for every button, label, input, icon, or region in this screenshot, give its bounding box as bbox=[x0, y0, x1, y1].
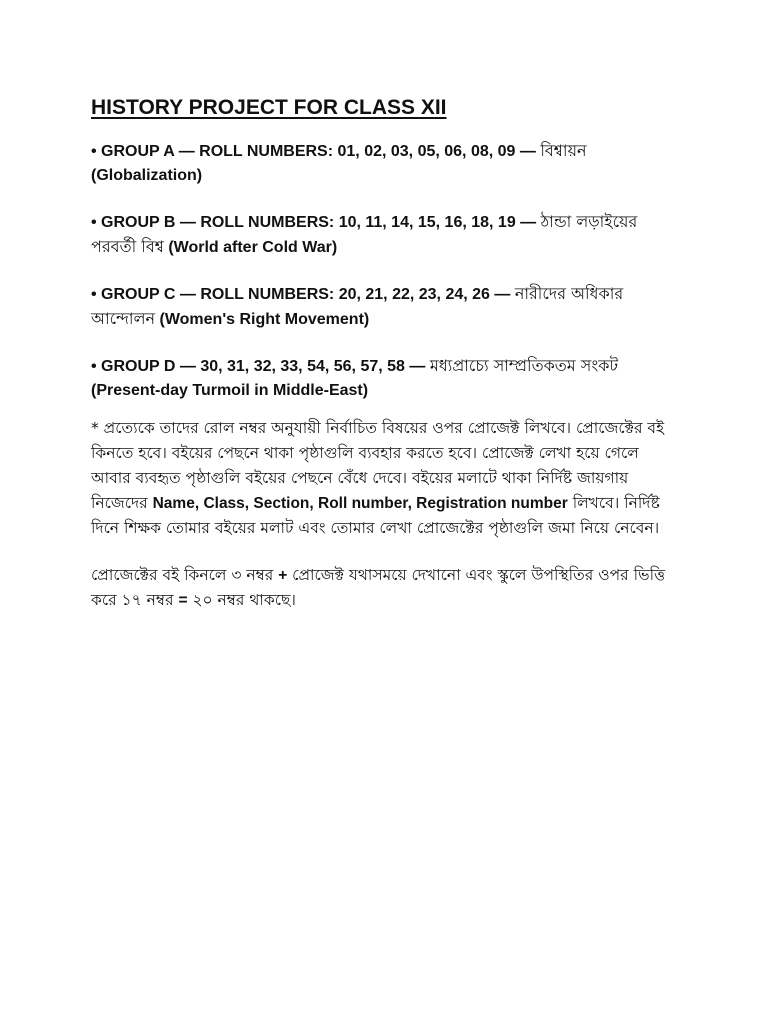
instructions-text-part1: * প্রত্যেকে তাদের রোল নম্বর অনুযায়ী নির্বাচিত বিষয়ের ওপর প্রোজেক্ট লিখবে। প্রোজেক্টের বই কিনতে হবে। বইয়ের পেছনে থাকা পৃষ্ঠাগুলি ব্যবহার করতে হবে। প্রোজেক্ট লেখা হয়ে গেলে আবার ব্যবহৃত পৃষ্ঠাগুলি বইয়ের পেছনে বেঁধে দেবে। বইয়ের মলাটে থাকা নির্দিষ্ট জায়গায় নিজেদের bbox=[91, 419, 665, 512]
instructions-text-part2: লিখবে। নির্দিষ্ট দিনে শিক্ষক তোমার বইয়ের মলাট এবং তোমার লেখা প্রোজেক্টের পৃষ্ঠাগুলি জমা নিয়ে নেবেন। bbox=[91, 494, 660, 537]
group-c-topic-bn: নারীদের অধিকার আন্দোলন bbox=[91, 284, 624, 328]
group-a-topic-bn: বিশ্বায়ন bbox=[540, 141, 587, 160]
marks-plus-sign: + bbox=[278, 567, 288, 584]
group-d-label: • GROUP D — 30, 31, 32, 33, 54, 56, 57, 58 — bbox=[91, 358, 430, 375]
group-d-topic-en: (Present-day Turmoil in Middle-East) bbox=[91, 382, 369, 399]
group-c-item bbox=[91, 282, 681, 332]
marks-paragraph bbox=[91, 563, 681, 613]
group-b-label: • GROUP B — ROLL NUMBERS: 10, 11, 14, 15, 16, 18, 19 — bbox=[91, 214, 541, 231]
instructions-paragraph bbox=[91, 416, 681, 541]
group-a-item bbox=[91, 139, 681, 188]
group-b-topic-en: (World after Cold War) bbox=[168, 239, 338, 256]
marks-text-part2: প্রোজেক্ট যথাসময়ে দেখানো এবং স্কুলে উপস্থিতির ওপর ভিত্তি করে ১৭ নম্বর bbox=[91, 566, 666, 609]
marks-equals-sign: = bbox=[178, 592, 188, 609]
group-c-label: • GROUP C — ROLL NUMBERS: 20, 21, 22, 23, 24, 26 — bbox=[91, 286, 515, 303]
group-c-topic-en: (Women's Right Movement) bbox=[159, 311, 370, 328]
group-a-label: • GROUP A — ROLL NUMBERS: 01, 02, 03, 05, 06, 08, 09 — bbox=[91, 143, 541, 160]
document-content bbox=[91, 94, 681, 613]
marks-text-part3: ২০ নম্বর থাকছে। bbox=[187, 591, 296, 609]
group-b-topic-bn: ঠান্ডা লড়াইয়ের পরবর্তী বিশ্ব bbox=[91, 212, 638, 256]
group-d-item bbox=[91, 354, 681, 403]
marks-text-part1: প্রোজেক্টের বই কিনলে ৩ নম্বর bbox=[91, 566, 279, 584]
group-b-item bbox=[91, 210, 681, 260]
instructions-required-fields: Name, Class, Section, Roll number, Registration number bbox=[152, 495, 568, 512]
document-title: HISTORY PROJECT FOR CLASS XII bbox=[91, 96, 447, 119]
group-a-topic-en: (Globalization) bbox=[91, 167, 203, 184]
group-d-topic-bn: মধ্যপ্রাচ্যে সাম্প্রতিকতম সংকট bbox=[429, 356, 619, 375]
